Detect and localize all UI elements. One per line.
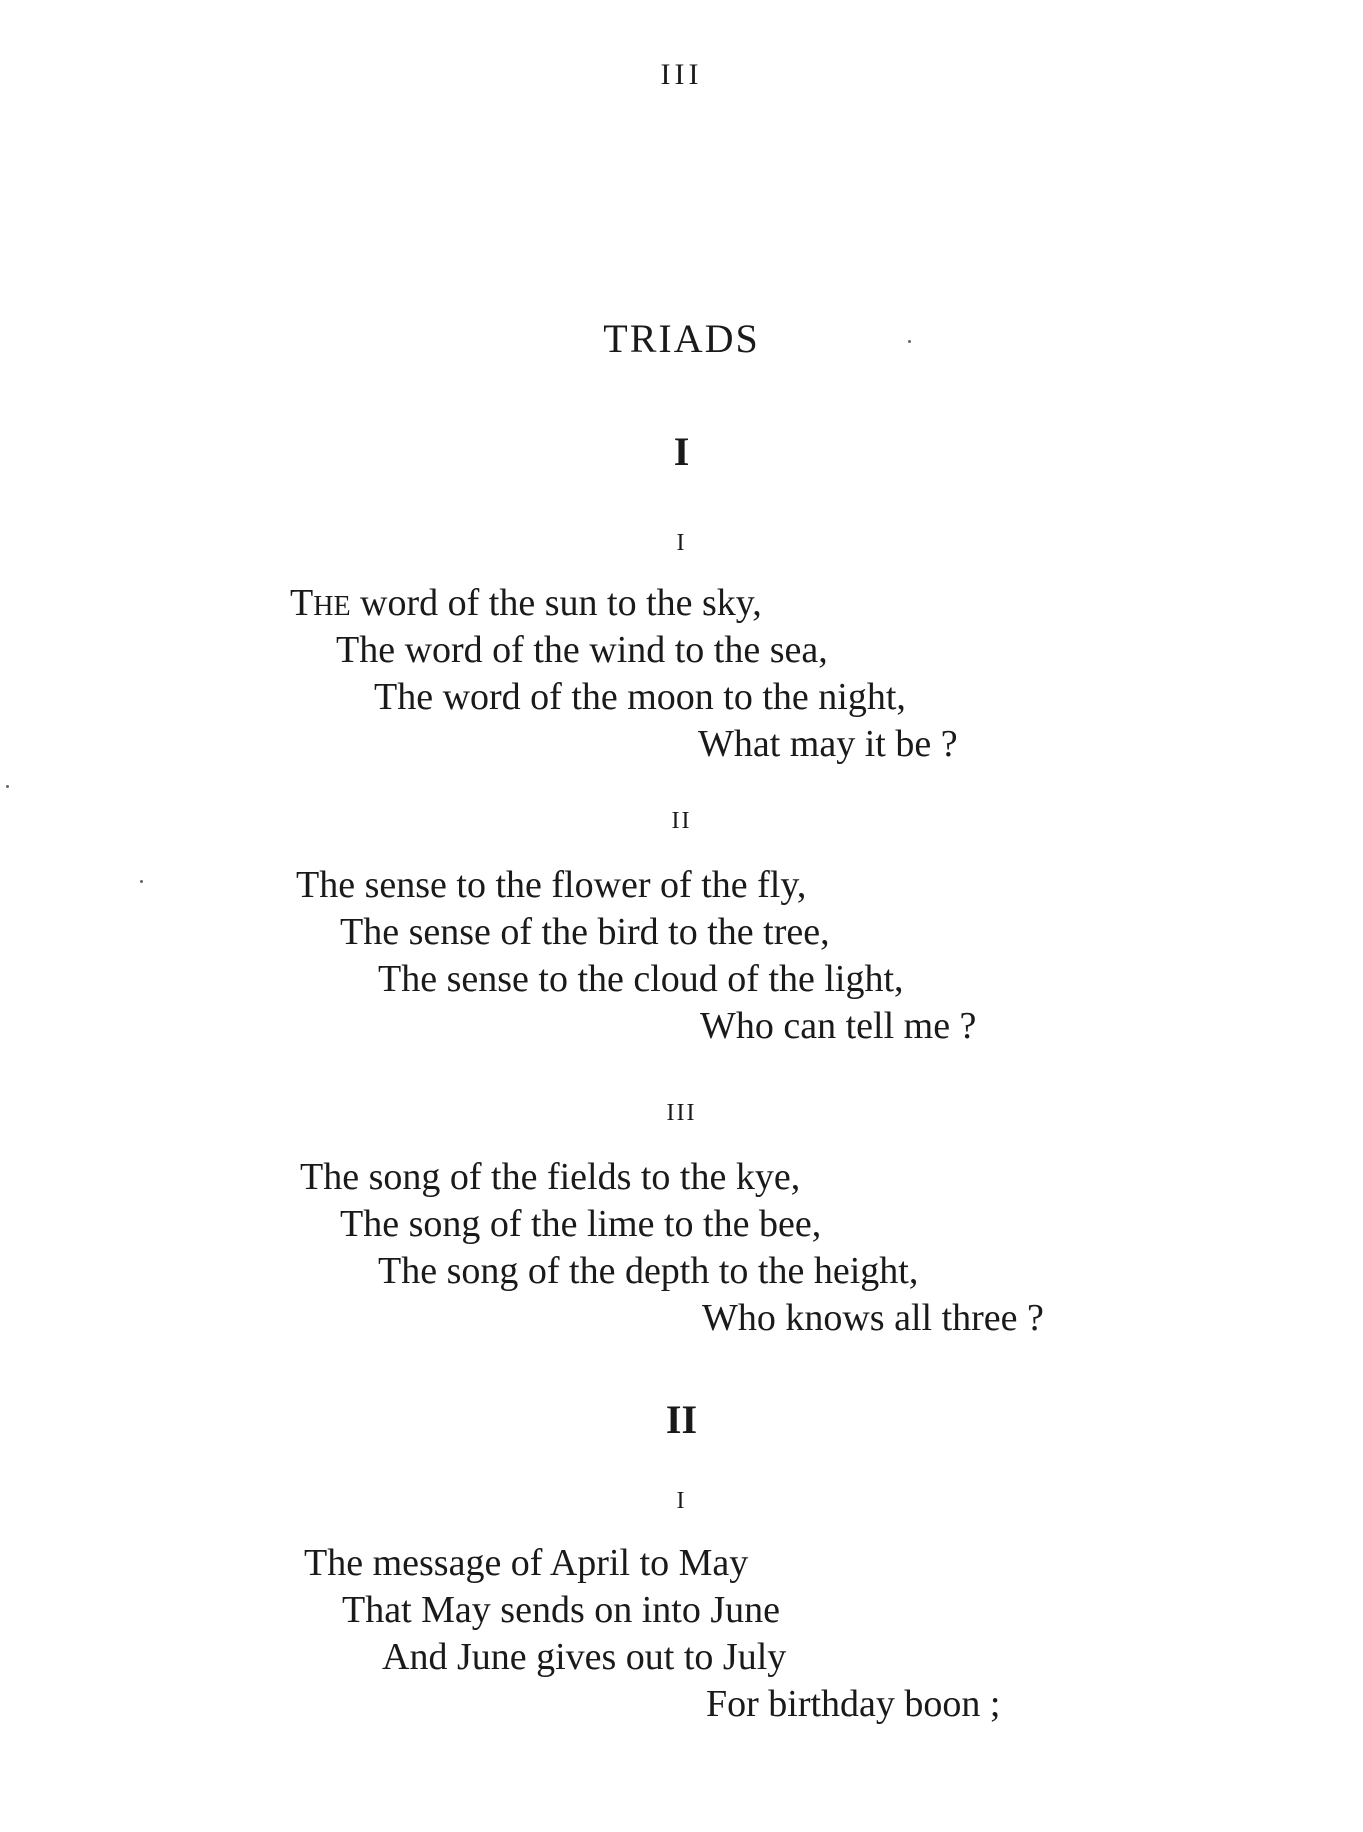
verse-line: Who can tell me ? xyxy=(700,1005,977,1047)
small-caps-initial: T xyxy=(290,582,314,624)
scan-speck xyxy=(6,785,9,788)
verse-line xyxy=(290,580,762,630)
verse-line: The sense of the bird to the tree, xyxy=(340,911,830,953)
verse-line: The sense to the cloud of the light, xyxy=(378,958,904,1000)
verse-line: For birthday boon ; xyxy=(706,1683,1001,1725)
verse-line: The sense to the flower of the fly, xyxy=(296,864,807,906)
stanza-numeral: II xyxy=(671,808,692,834)
poem-title: TRIADS xyxy=(603,316,760,361)
stanza-numeral: I xyxy=(676,530,687,556)
verse-line: Who knows all three ? xyxy=(702,1297,1044,1339)
verse-line: The word of the moon to the night, xyxy=(374,676,906,718)
scan-speck xyxy=(140,880,143,883)
stanza-numeral: I xyxy=(676,1488,687,1514)
stanza-numeral: III xyxy=(666,1100,697,1126)
verse-line: That May sends on into June xyxy=(342,1589,781,1631)
part-numeral: I xyxy=(673,429,690,474)
verse-line-rest: word of the sun to the sky, xyxy=(350,582,762,624)
verse-line: The song of the lime to the bee, xyxy=(340,1203,822,1245)
small-caps-rest: HE xyxy=(313,591,351,622)
verse-line: The song of the depth to the height, xyxy=(378,1250,919,1292)
verse-line: The message of April to May xyxy=(304,1542,749,1584)
verse-line: The song of the fields to the kye, xyxy=(300,1156,801,1198)
scan-speck xyxy=(908,340,911,343)
verse-line: What may it be ? xyxy=(698,723,958,765)
running-head: III xyxy=(660,58,703,91)
verse-line: And June gives out to July xyxy=(382,1636,787,1678)
verse-line: The word of the wind to the sea, xyxy=(336,629,828,671)
part-numeral: II xyxy=(665,1397,698,1442)
